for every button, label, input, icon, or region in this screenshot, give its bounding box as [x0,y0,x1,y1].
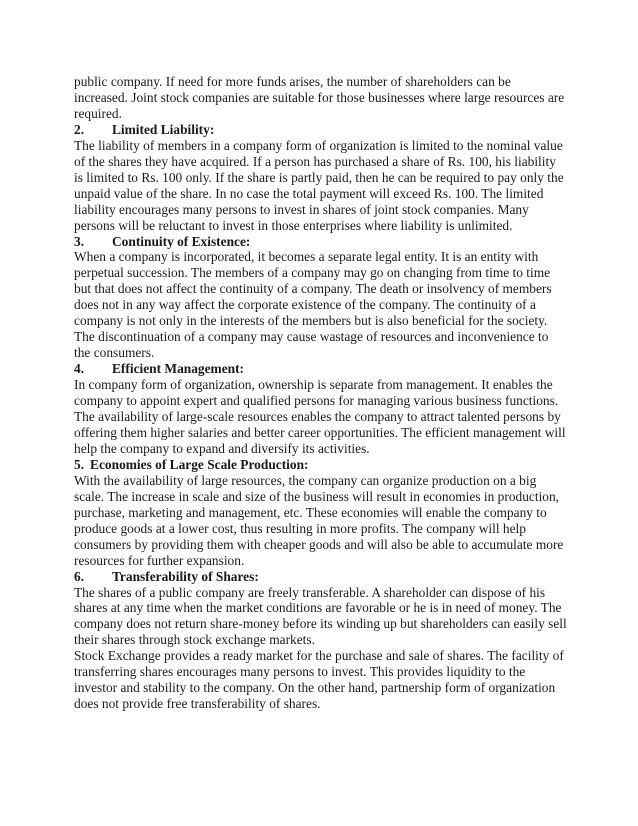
paragraph-stock-exchange: Stock Exchange provides a ready market for the purchase and sale of shares. The facility of transferring shares encourages many persons to invest. This provides liquidity to the investor and stability to the company. On the other hand, partnership form of organization does not provide free transferability of shares. [74,648,564,712]
section-title: Economies of Large Scale Production: [90,456,309,472]
document-page [74,74,568,712]
section-number: 6. [74,568,85,584]
section-number: 4. [74,361,85,377]
section-heading-continuity [74,234,568,250]
section-heading-limited-liability [74,122,568,138]
paragraph-economies: With the availability of large resources, the company can organize production on a big scale. The increase in scale and size of the business will result in economies in production, purchase, marketing and management, etc. These economies will enable the company to produce goods at a lower cost, thus resulting in more profits. The company will help consumers by providing them with cheaper goods and will also be able to accumulate more resources for further expansion. [74,472,564,568]
section-title: Transferability of Shares: [112,568,259,584]
section-number: 5. [74,456,85,472]
section-number: 3. [74,233,85,249]
paragraph-intro-continuation: public company. If need for more funds arises, the number of shareholders can be increased. Joint stock companies are suitable for those businesses where large resources are required. [74,74,565,121]
paragraph-continuity: When a company is incorporated, it becomes a separate legal entity. It is an entity with perpetual succession. The members of a company may go on changing from time to time but that does not affect the continuity of a company. The death or insolvency of members does not in any way affect the corporate existence of the company. The continuity of a company is not only in the interests of the members but is also beneficial for the society. The discontinuation of a company may cause wastage of resources and inconvenience to the consumers. [74,249,552,361]
section-heading-transferability [74,569,568,585]
section-title: Limited Liability: [112,121,215,137]
section-title: Continuity of Existence: [112,233,251,249]
paragraph-transferability: The shares of a public company are freely transferable. A shareholder can dispose of his shares at any time when the market conditions are favorable or he is in need of money. The company does not return share-money before its winding up but shareholders can easily sell their shares through stock exchange markets. [74,584,567,648]
section-number: 2. [74,121,85,137]
section-heading-efficient-management [74,361,568,377]
paragraph-efficient-management: In company form of organization, ownership is separate from management. It enables the company to appoint expert and qualified persons for managing various business functions. The availability of large-scale resources enables the company to attract talented persons by offering them higher salaries and better career opportunities. The efficient management will help the company to expand and diversify its activities. [74,377,566,456]
paragraph-limited-liability: The liability of members in a company form of organization is limited to the nominal value of the shares they have acquired. If a person has purchased a share of Rs. 100, his liability is limited to Rs. 100 only. If the share is partly paid, then he can be required to pay only the unpaid value of the share. In no case the total payment will exceed Rs. 100. The limited liability encourages many persons to invest in shares of joint stock companies. Many persons will be reluctant to invest in those enterprises where liability is unlimited. [74,137,564,233]
section-title: Efficient Management: [112,361,245,377]
section-heading-economies [74,457,568,473]
